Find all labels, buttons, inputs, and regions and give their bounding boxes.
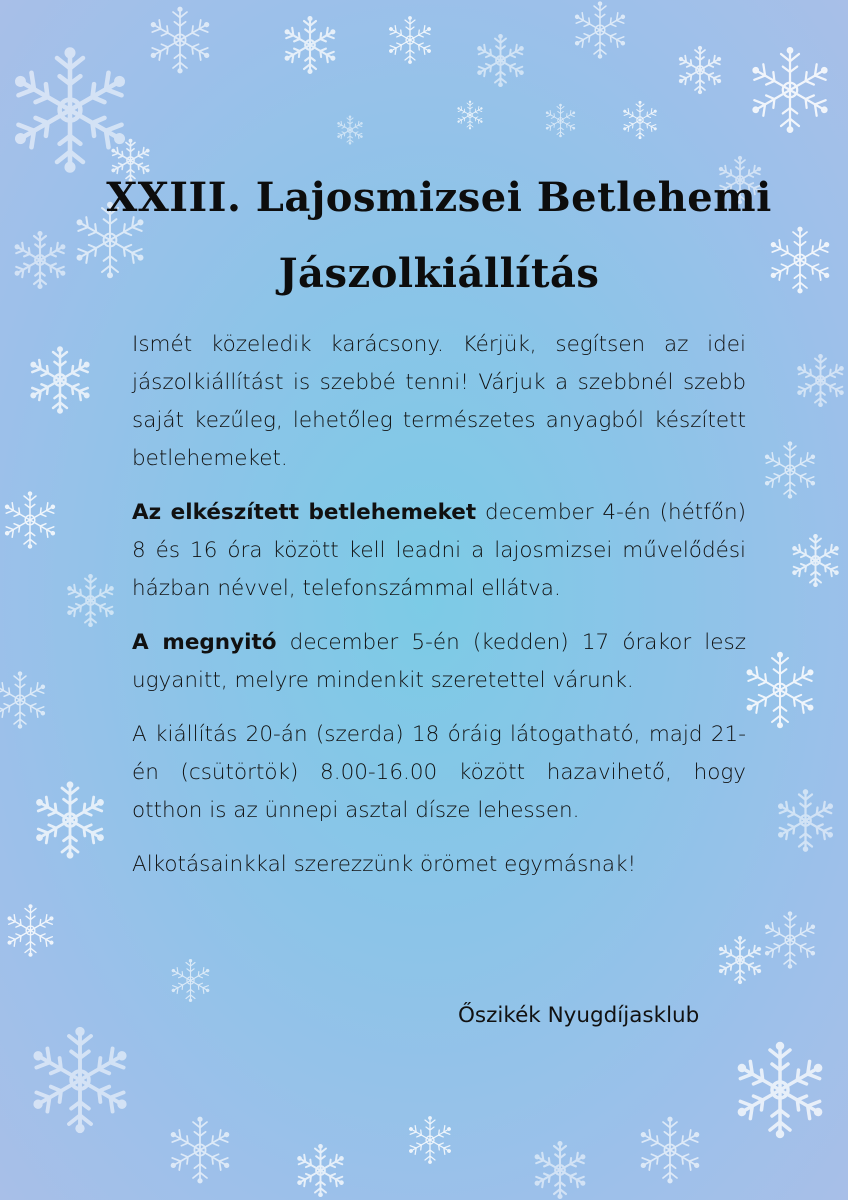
snowflake-icon <box>620 100 660 140</box>
snowflake-icon <box>0 670 50 730</box>
snowflake-icon <box>530 1140 590 1200</box>
snowflake-icon <box>635 1115 705 1185</box>
snowflake-icon <box>30 780 110 860</box>
snowflake-icon <box>745 45 835 135</box>
snowflake-icon <box>715 935 765 985</box>
opening-text: december 5-én (kedden) 17 órakor lesz ugyanitt, melyre mindenkit szeretettel várunk. <box>132 630 746 693</box>
snowflake-icon <box>10 230 70 290</box>
snowflake-icon <box>0 490 60 550</box>
snowflake-icon <box>168 958 213 1003</box>
snowflake-icon <box>280 15 340 75</box>
opening-lead: A megnyitó <box>132 630 277 655</box>
snowflake-icon <box>165 1115 235 1185</box>
closing-paragraph: Alkotásainkkal szerezzünk örömet egymásnak! <box>132 852 637 877</box>
dropoff-paragraph <box>132 494 746 608</box>
snowflake-icon <box>793 353 848 408</box>
snowflake-icon <box>293 1143 348 1198</box>
title-line-2: Jászolkiállítás <box>278 250 600 297</box>
snowflake-icon <box>25 1025 135 1135</box>
snowflake-icon <box>335 115 365 145</box>
intro-paragraph: Ismét közeledik karácsony. Kérjük, segítsen az idei jászolkiállítást is szebbé tenni! Várjuk a szebbnél szebb saját kezűleg, lehetőleg természetes anyagból készített betlehemeket. <box>132 332 746 471</box>
title-line-1: XXIII. Lajosmizsei Betlehemi <box>106 174 772 221</box>
snowflake-icon <box>145 5 215 75</box>
opening-paragraph <box>132 624 746 700</box>
snowflake-icon <box>543 103 578 138</box>
snowflake-icon <box>385 15 435 65</box>
dropoff-text: december 4-én (hétfőn) 8 és 16 óra között kell leadni a lajosmizsei művelődési házban névvel, telefonszámmal ellátva. <box>132 500 746 601</box>
snowflake-icon <box>63 573 118 628</box>
page-title <box>92 160 786 312</box>
snowflake-icon <box>405 1115 455 1165</box>
dropoff-lead: Az elkészített betlehemeket <box>132 500 477 525</box>
snowflake-icon <box>3 903 58 958</box>
snowflake-icon <box>760 440 820 500</box>
snowflake-icon <box>675 45 725 95</box>
exhibition-paragraph: A kiállítás 20-án (szerda) 18 óráig látogatható, majd 21-én (csütörtök) 8.00-16.00 között hazavihető, hogy otthon is az ünnepi asztal dísze lehessen. <box>132 722 746 823</box>
snowflake-icon <box>760 910 820 970</box>
snowflake-icon <box>773 788 838 853</box>
snowflake-icon <box>570 0 630 60</box>
snowflake-icon <box>455 100 485 130</box>
snowflake-icon <box>730 1040 830 1140</box>
snowflake-icon <box>788 533 843 588</box>
signature: Őszikék Nyugdíjasklub <box>458 1003 700 1028</box>
snowflake-icon <box>25 345 95 415</box>
flyer-content <box>106 160 772 900</box>
snowflake-icon <box>740 650 820 730</box>
snowflake-icon <box>473 33 528 88</box>
